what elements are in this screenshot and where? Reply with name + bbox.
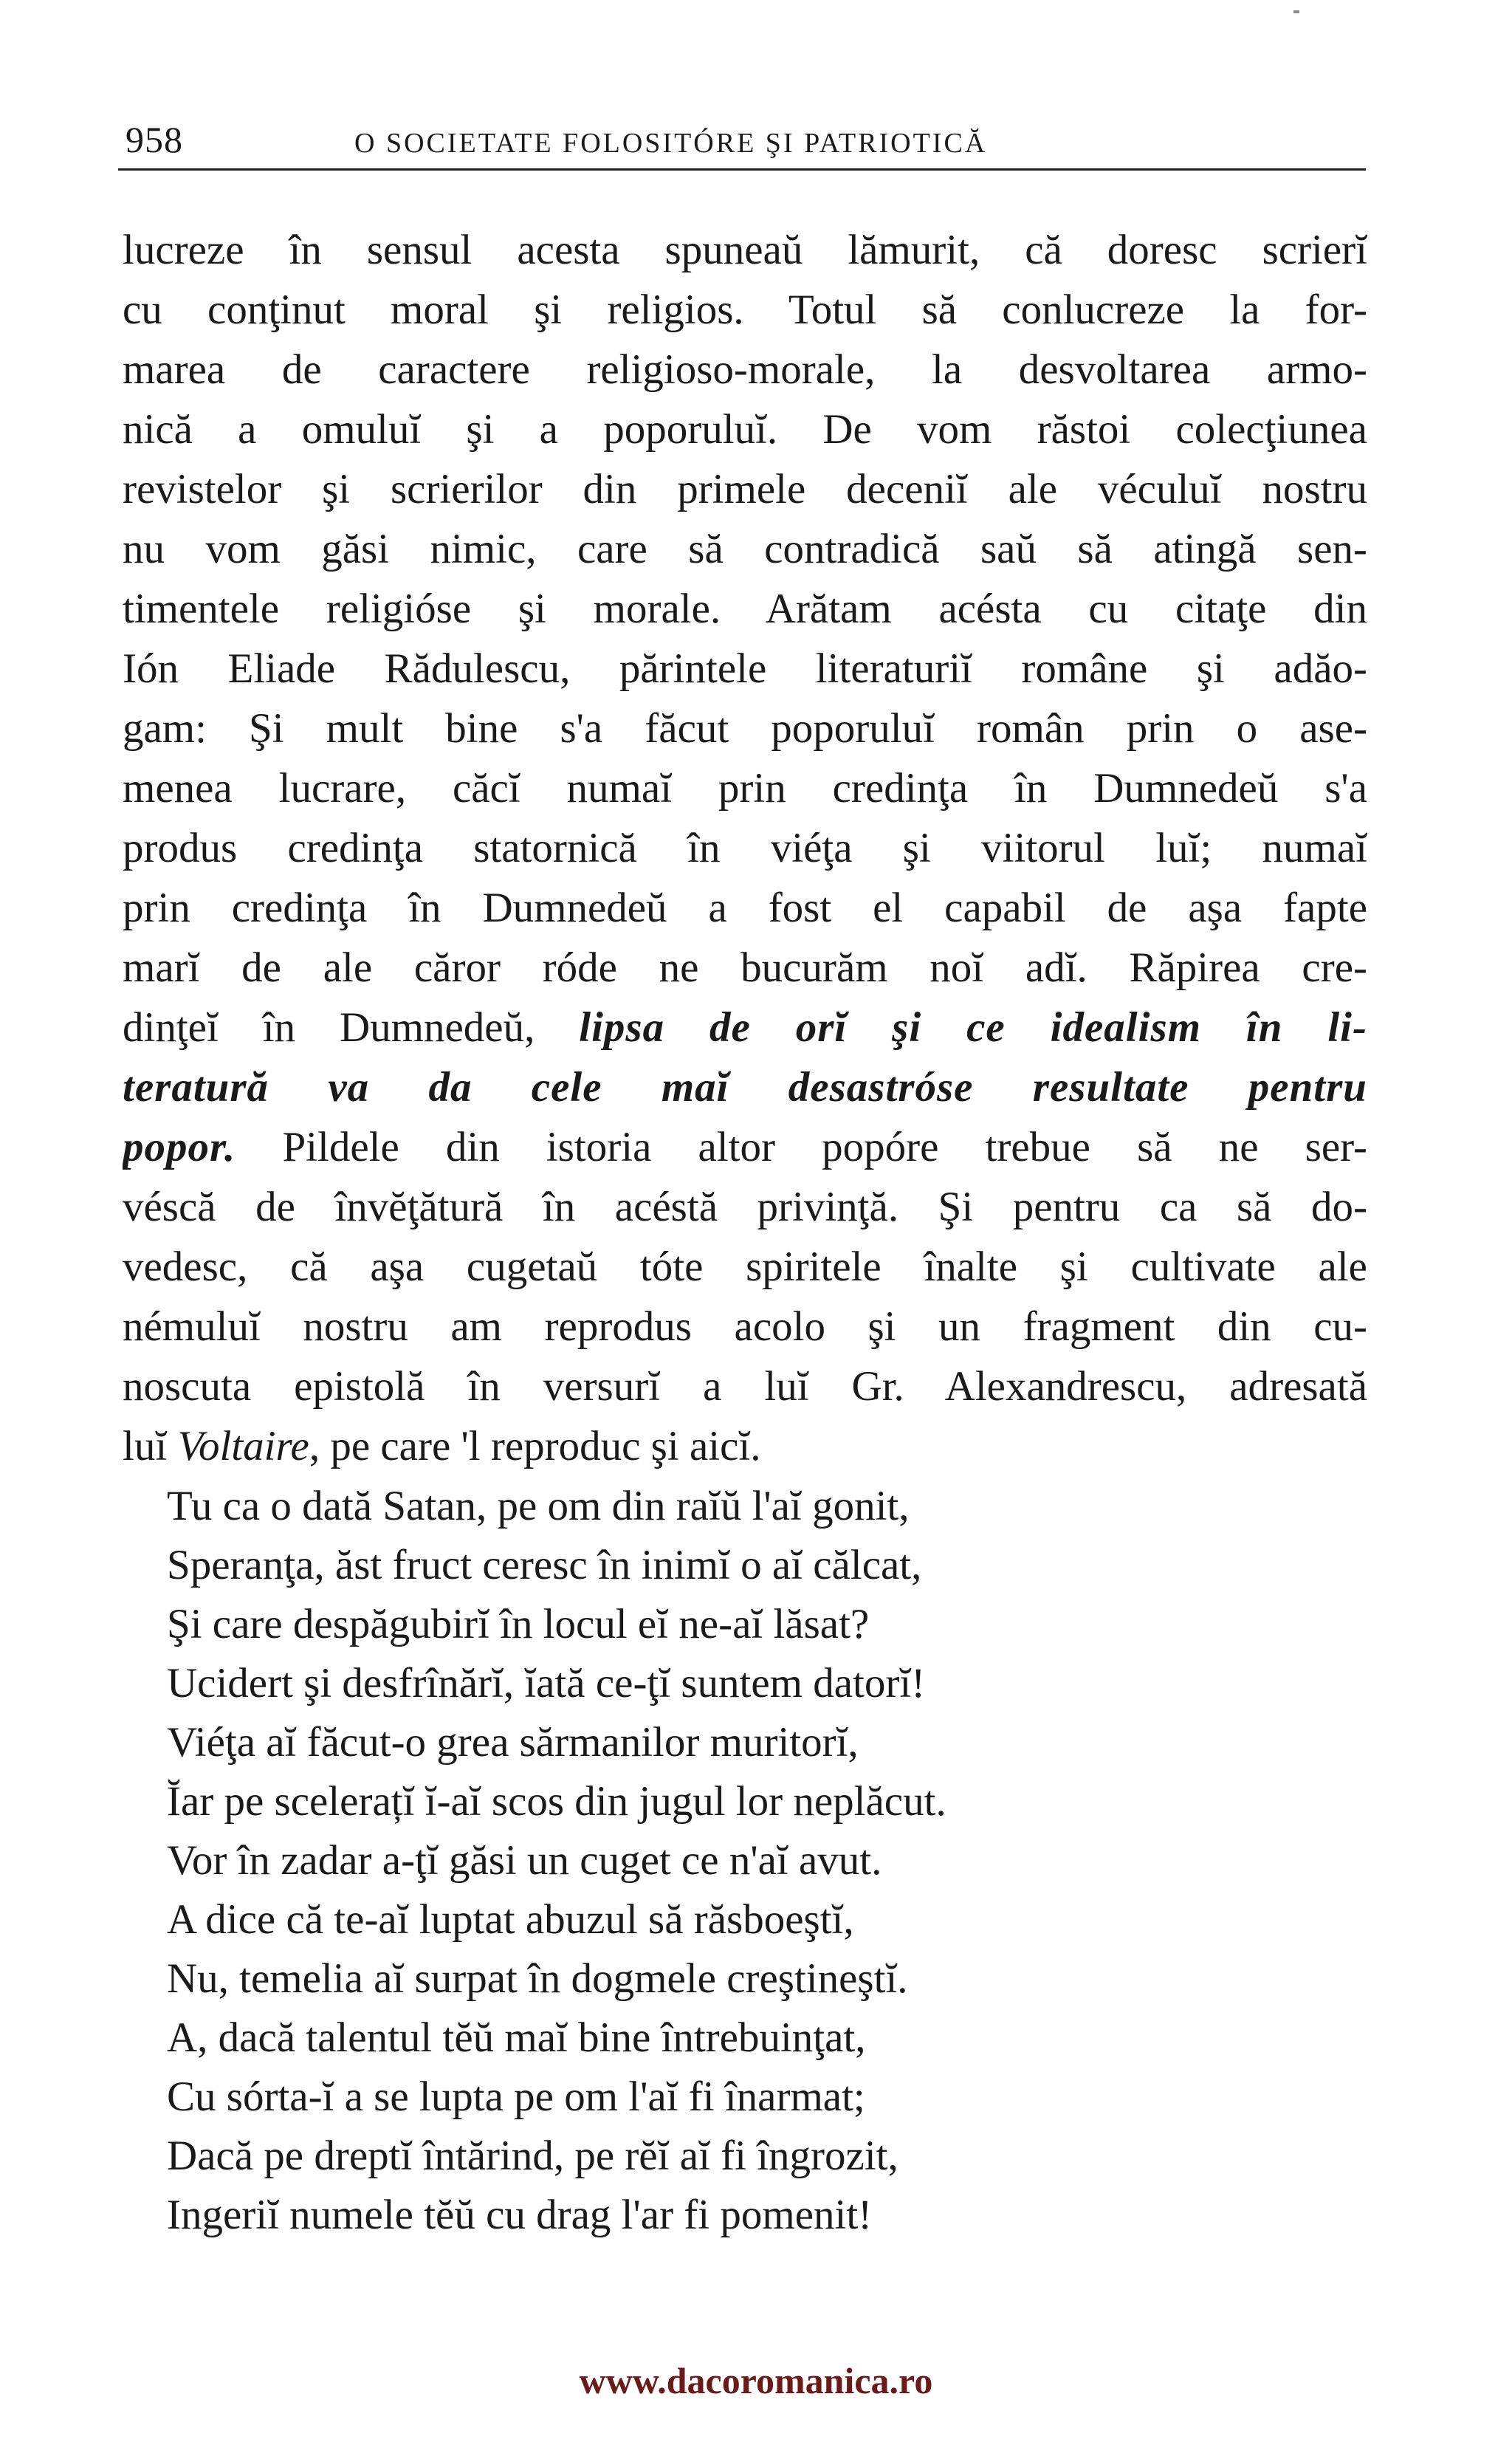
prose-line: cu conţinut moral şi religios. Totul să conlucreze la for- (123, 287, 1367, 333)
prose-line-mixed (123, 1117, 1367, 1177)
verse-line: Cu sórta-ĭ a se lupta pe om l'aĭ fi înarmat; (167, 2073, 865, 2120)
prose-segment: Pildele din istoria altor popóre trebue să ne ser- (236, 1124, 1367, 1170)
source-watermark-url: www.dacoromanica.ro (579, 2360, 933, 2401)
prose-line: produs credinţa statornică în viéţa şi viitorul luĭ; numaĭ (123, 825, 1367, 871)
prose-line: marĭ de ale căror róde ne bucurăm noĭ adĭ. Răpirea cre- (123, 944, 1367, 991)
prose-line: vedesc, că aşa cugetaŭ tóte spiritele înalte şi cultivate ale (123, 1243, 1367, 1290)
verse-line: A dice că te-aĭ luptat abuzul să răsboeştĭ, (167, 1896, 854, 1943)
verse-line: Speranţa, ăst fruct ceresc în inimĭ o aĭ călcat, (167, 1542, 922, 1588)
prose-line-mixed (123, 1416, 1367, 1476)
verse-line: Şi care despăgubirĭ în locul eĭ ne-aĭ lăsat? (167, 1601, 870, 1647)
verse-line: Dacă pe dreptĭ întărind, pe rĕĭ aĭ fi îngrozit, (167, 2133, 898, 2179)
prose-segment: dinţeĭ în Dumnedeŭ, (123, 1004, 580, 1051)
verse-line: Ucidert şi desfrînărĭ, ĭată ce-ţĭ suntem datorĭ! (167, 1660, 926, 1706)
emphasized-text: popor. (123, 1124, 236, 1170)
verse-line: Vor în zadar a-ţĭ găsi un cuget ce n'aĭ avut. (167, 1837, 882, 1884)
italic-name: Voltaire (177, 1423, 309, 1469)
verse-line: Viéţa aĭ făcut-o grea sărmanilor muritorĭ, (167, 1719, 859, 1766)
prose-line: véscă de învĕţătură în acéstă privinţă. Şi pentru ca să do- (123, 1184, 1367, 1230)
prose-line: lucreze în sensul acesta spuneaŭ lămurit, că doresc scrierĭ (123, 227, 1367, 273)
prose-line: Ión Eliade Rădulescu, părintele literaturiĭ române şi adăo- (123, 645, 1367, 692)
prose-line: gam: Şi mult bine s'a făcut poporuluĭ român prin o ase- (123, 705, 1367, 752)
prose-line: menea lucrare, căcĭ numaĭ prin credinţa în Dumnedeŭ s'a (123, 765, 1367, 812)
verse-line: A, dacă talentul tĕŭ maĭ bine întrebuinţat, (167, 2014, 866, 2061)
page-header (118, 117, 1366, 171)
prose-line: nu vom găsi nimic, care să contradică saŭ să atingă sen- (123, 526, 1367, 572)
running-title: O SOCIETATE FOLOSITÓRE ŞI PATRIOTICĂ (354, 128, 988, 159)
prose-line: nică a omuluĭ şi a poporuluĭ. De vom răstoi colecţiunea (123, 406, 1367, 453)
prose-line: némuluĭ nostru am reprodus acolo şi un fragment din cu- (123, 1303, 1367, 1350)
prose-line: marea de caractere religioso-morale, la desvoltarea armo- (123, 346, 1367, 393)
page-number: 958 (126, 119, 183, 160)
scan-speck (1293, 10, 1299, 13)
emphasized-text: teratură va da cele maĭ desastróse resultate pentru (123, 1064, 1367, 1111)
emphasized-text: lipsa de orĭ şi ce idealism în li- (579, 1004, 1367, 1051)
prose-line: revistelor şi scrierilor din primele deceniĭ ale véculuĭ nostru (123, 466, 1367, 512)
prose-line: timentele religióse şi morale. Arătam acésta cu citaţe din (123, 586, 1367, 632)
prose-line-emphasized (123, 1057, 1367, 1117)
verse-line: Ingeriĭ numele tĕŭ cu drag l'ar fi pomenit! (167, 2192, 873, 2238)
verse-line: Ĭar pe scelerațĭ ĭ-aĭ scos din jugul lor neplăcut. (167, 1778, 946, 1825)
verse-line: Nu, temelia aĭ surpat în dogmele creştineştĭ. (167, 1955, 908, 2002)
verse-block (167, 1477, 1319, 2245)
prose-paragraph (123, 220, 1367, 1476)
prose-segment: , pe care 'l reproduc şi aicĭ. (309, 1423, 761, 1469)
prose-segment: luĭ (123, 1423, 178, 1469)
verse-line: Tu ca o dată Satan, pe om din raĭŭ l'aĭ gonit, (167, 1483, 910, 1529)
prose-line: prin credinţa în Dumnedeŭ a fost el capabil de aşa fapte (123, 885, 1367, 931)
prose-line: noscuta epistolă în versurĭ a luĭ Gr. Alexandrescu, adresată (123, 1363, 1367, 1410)
prose-line-mixed (123, 998, 1367, 1057)
